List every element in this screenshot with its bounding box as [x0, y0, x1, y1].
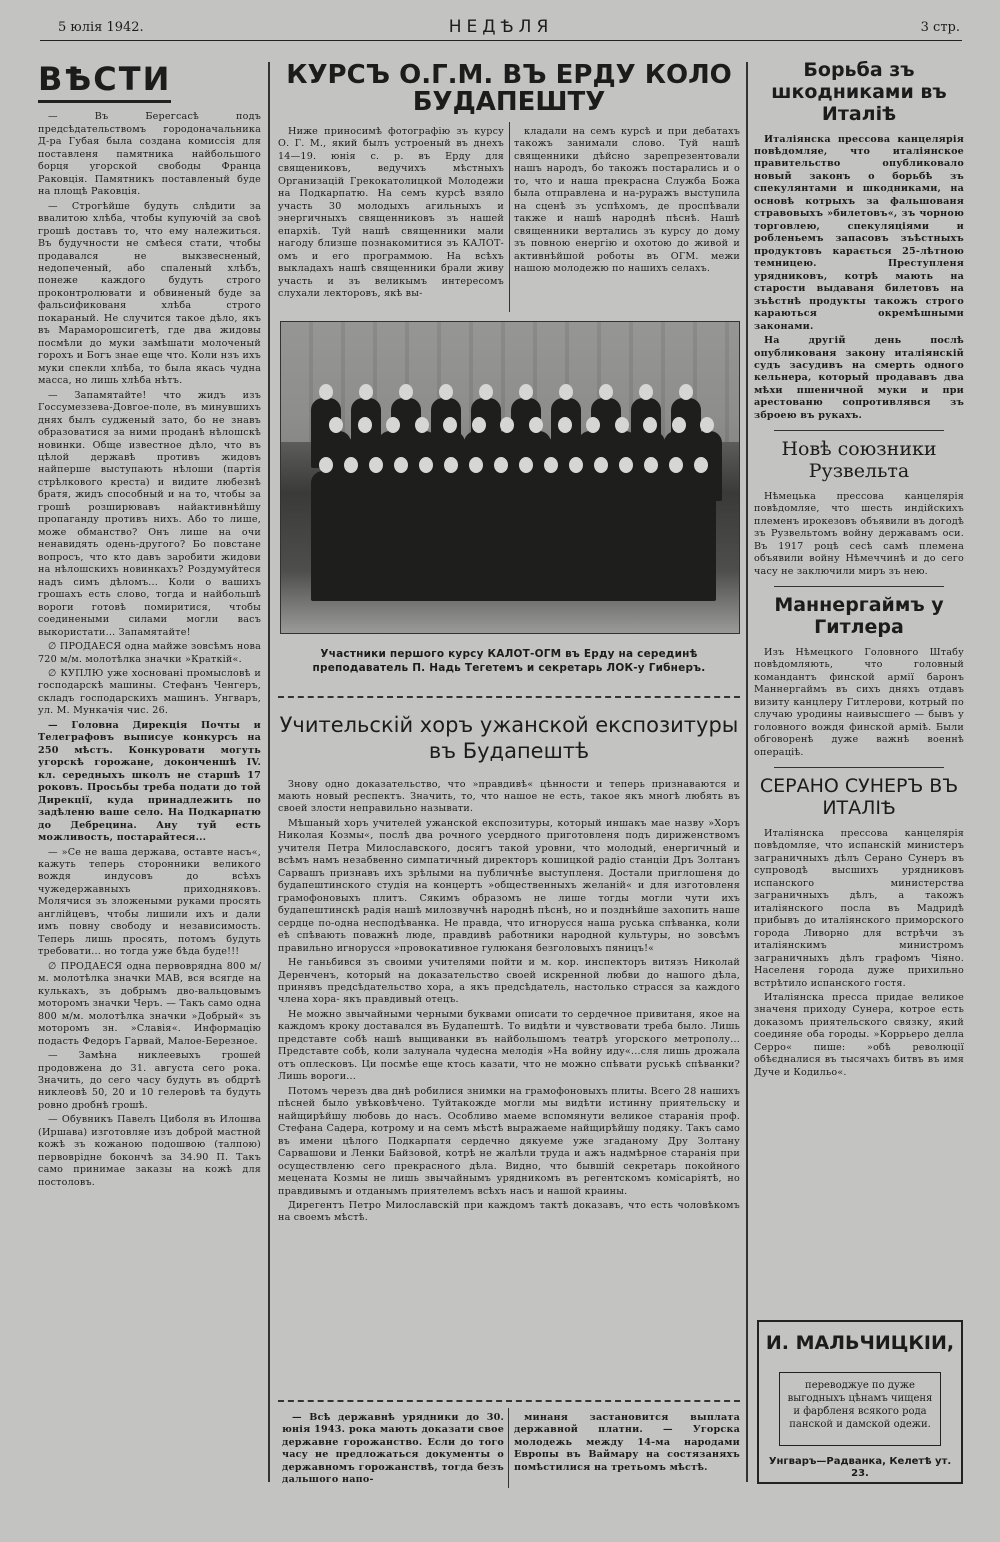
choir-paragraph: Мѣшаный хоръ учителей ужанской експозитуры, который иншакъ мае назву »Хоръ Николая Козмы«, послѣ два рочного усердного приготовленя подъ дириженствомъ учителя Петра Милославского, досягъ такой уровни, что молодый, енергичный и всѣмъ намъ незабвенно симпатичный директоръ кошицкой радіо станціи Дръ Золтанъ Сарвашъ признавъ ихъ зрѣлыми на публичнѣе выступленя. Достали приглошеня до будапештинского студія на концертъ »общественныхъ желаній« и для изготовленя грамофоновыхъ плитъ. Сякимъ образомъ не лише тогды могли чути ихъ будапештинскѣ радія нашѣ милозвучнѣ народнѣ пѣснѣ, но и позднѣйше захопить наше сердце по-одна несподѣванка. Не правда, что игнорусся наша руська спѣванка, коли еѣ спѣвають поважнѣ люде, правдивѣ работники народной культуры, но зовсѣмъ правильно игнорусся »провокативное гулюканя безголовыхъ пяницъ!«: [278, 817, 740, 954]
choir-paragraph: Не можно звычайными черными буквами описати то сердечное привитаня, якое на каждомъ кроку доставался въ Будапештѣ. То видѣти и чувствовати треба было. Лишь представте собѣ нашѣ выщиванки въ найбольшомъ театрѣ угорского метрополу... Представте собѣ, коли залунала чудесна мелодія »На войну иду«...сля лишь дрожала отъ оплесковъ. Ци посмѣе еще ктось казати, что не можно спѣвати руськѣ спѣванки? Лишь вороги...: [278, 1008, 740, 1083]
dashed-divider-bottom: [278, 1400, 740, 1402]
choir-paragraph: Дирегентъ Петро Милославскій при каждомъ тактѣ доказавъ, что есть чоловѣкомъ на своемъ мѣстѣ.: [278, 1199, 740, 1224]
article-title-allies: Новѣ союзники Рузвельта: [781, 438, 937, 483]
article-title-suner: СЕРАНО СУНЕРЪ ВЪ ИТАЛІѢ: [759, 775, 959, 820]
news-item: — Головна Дирекція Почты и Телеграфовъ выписуе конкурсъ на 250 мѣстъ. Конкуровати могуть угорскѣ горожане, доконченшѣ IV. кл. середныхъ школъ не старшѣ 17 роковъ. Просьбы треба подати до той Дирекції, куда принадлежить по задѣленю ваше село. На Подкарпатю до Дебрецина. Ану туй есть можливость, постарайтеся...: [38, 719, 261, 844]
choir-article: [278, 712, 740, 1392]
advertisement-inner: [779, 1372, 941, 1446]
advertiser-name: И. МАЛЬЧИЦКІИ,: [765, 1332, 955, 1354]
classified-ad: ∅ ПРОДАЕСЯ одна первоврядна 800 м/м. молотѣлка значки МАВ, вся всягде на кулькахъ, зъ добрымъ дво-вальцовымъ моторомъ значки Черъ. — Такъ само одна 800 м/м. молотѣлка значки »Добрый« зъ моторомъ зн. »Славія«. Информацію подасть Федоръ Гарвай, Малое-Березное.: [38, 960, 261, 1047]
issue-date: 5 юлія 1942.: [58, 20, 144, 35]
bottom-note-right: минаня застановится выплата державной платни. — Угорска молодежь между 14-ма народами Европы въ Ваймару на состязаняхъ помѣстилися на третьомъ мѣстѣ.: [514, 1412, 740, 1473]
photo-caption: Участники першого курсу КАЛОТ-ОГМ въ Ерду на серединѣ преподаватель П. Надь Тегетемъ и секретарь ЛОК-у Гибнеръ.: [312, 648, 706, 674]
choir-paragraph: Знову одно доказательство, что »правдивѣ« цѣнности и теперь признаваются и мають новый респектъ. Значить, то, что нашое не есть, такое якъ многѣ любять въ своей злости неправильно называти.: [278, 778, 740, 815]
advertiser-address: Унгваръ—Радванка, Келетѣ ут. 23.: [768, 1456, 952, 1480]
photo-caption-box: [278, 648, 740, 688]
page-number: 3 стр.: [920, 20, 960, 35]
classified-ad: ∅ ПРОДАЕСЯ одна майже зовсѣмъ нова 720 м/м. молотѣлка значки »Краткій«.: [38, 641, 261, 665]
classified-ad: ∅ КУПЛЮ уже хосновані промысловѣ и господарскѣ машины. Стефанъ Ченгеръ, складъ господарскихъ машинъ. Унгваръ, ул. М. Мункачія чис. 26.: [38, 667, 261, 717]
column-rule-left: [268, 62, 270, 1482]
advertisement-box: [757, 1320, 963, 1484]
course-article: [278, 60, 740, 320]
news-item: — Запамятайте! что жидъ изъ Госсумеззева-Довгое-поле, въ минувшихъ днях былъ судженый зато, бо не знавъ образоватися за ними проданѣ нѣлошскѣ новинки. Обще известное дѣло, что въ цѣлой державѣ противъ жидовъ найперше выступають нѣлоши (партія стрѣлкового креста) и видите любезнѣ братя, жидъ способный и на то, чтобы за грошѣ розширювавъ найактивнѣйшу пропаганду противъ нихъ. Або то лише, може обманство? Онъ лише на очи ненавидять одень-другого? Бо повстане вопросъ, что кто давъ заробити жидови на нѣлошскихъ новинкахъ? Роздумуйтеся надъ симъ дѣломъ... Коли о вашихъ грошахъ есть слово, тогда и найбольшѣ вороги готовѣ помиритися, чтобы соединеными силами могли васъ выкористати... Запамятайте!: [38, 389, 261, 638]
choir-paragraph: Потомъ черезъ два днѣ робилися знимки на грамофоновыхъ плиты. Всего 28 нашихъ пѣсней было увѣковѣчено. Туйтакожде могли мы видѣти истинну приятельску и найщирѣйшу любовь до насъ. Особливо маеме вспомянути великое старанія проф. Стефана Садера, котрому и на семъ мѣстѣ выражаеме найщирѣйшу подяку. Такъ само въ имени цѣлого Подкарпатя сердечно дякуеме уже згаданому Дру Золтану Сарвашови и Ленки Байзовой, котрѣ не жалѣли труда и ажъ надмѣрное старанія при осуществленю сего прекрасного дѣла. Видно, что бывшій секретарь покойного мецената Козмы не лишь звычайнымъ урядникомъ въ регентскомъ комісаріятѣ, но правдивымъ и отданымъ приятелемъ всѣхъ насъ и нашой краины.: [278, 1085, 740, 1197]
choir-paragraph: Не ганьбився зъ своими учителями пойти и м. кор. инспекторъ витязъ Николай Деренченъ, который на доказательство своей искренной любви до нашого дѣла, принявъ предсѣдательство хора, а якъ предсѣдатель, настолько страсся за каждого члена хора- якъ правдивый отецъ.: [278, 957, 740, 1006]
right-column: Борьба зъ шкодниками въ Италіѣ Италіянска прессова канцелярія повѣдомляе, что италіянское правительство опубликовало новый законъ о борьбѣ зъ спекулянтами и шкодниками, на основѣ котрыхъ за фальшованя стравовыхъ »билетовъ«, зъ чорною торговлею, спекуляціями и робленьемъ запасовъ зъѣстныхъ продуктовъ карається 25-лѣтною темницею. Преступленя урядниковъ, котрѣ мають на старости выдаваня билетовъ на зъѣстнѣ продукты такожъ строго караються окремѣшными законами. На другій день послѣ опубликованя закону италіянскій судъ засудивъ на смерть одного кельнера, который продававъ два мѣхи пшеничной муки и при арестованю сопротивлявся зъ зброею въ рукахъ. Новѣ союзники Рузвельта Нѣмецька прессова канцелярія повѣдомляе, что шесть индійскихъ племенъ ирокезовъ объявили въ догодѣ зъ Рузвельтомъ войну державамъ оси. Въ 1917 роцѣ сесѣ самѣ племена объявили войну Нѣмеччинѣ и до сего часу не заключили миръ зъ нею. Маннергаймъ у Гитлера Изъ Нѣмецкого Головного Штабу повѣдомляють, что головный командантъ финской армії баронъ Маннергаймъ въ сихъ дняхъ отдавъ визиту канцлеру Гитлерови, котрый по случаю уродины наивысшего — бывъ у головного вождя финской арміѣ. Были обговоренѣ дуже важнѣ военнѣ операціѣ. СЕРАНО СУНЕРЪ ВЪ ИТАЛІѢ Италіянска прессова канцелярія повѣдомляе, что испанскій министеръ заграничныхъ дѣлъ Серано Сунеръ въ супроводѣ высшихъ урядниковъ испанского министерства заграничныхъ дѣлъ, а такожъ италіянского посла въ Мадридѣ прибывъ до италіянского приморского города Ливорно для встрѣчи зъ италіянскимъ министромъ заграничныхъ дѣлъ графомъ Чіяно. Населеня города дуже прихильно встрѣтило испанского гостя. Италіянска пресса придае великое значеня приходу Сунера, котрое есть доказомъ приятельского связку, який соединяе оба городы. »Коррьеро делла Серро« пише: »обѣ революції обѣєдналися въ тысячахъ битвъ въ имя Дуче и Кодильо«.: [754, 60, 964, 1078]
bottom-rule: [508, 1408, 509, 1488]
choir-headline: Учительскій хоръ ужанской експозитуры въ Будапештѣ: [279, 713, 739, 764]
page-header: [40, 16, 962, 41]
advertisement-body: переводжуе по дуже выгодныхъ цѣнамъ чищеня и фарбленя всякого рода панской и дамской одежи.: [787, 1380, 933, 1430]
article-title-mannerheim: Маннергаймъ у Гитлера: [774, 594, 944, 639]
news-item: — Замѣна никлеевыхъ грошей продовжена до 31. августа сего рока. Значить, до сего часу будуть въ обдртѣ никлеовѣ 50, 20 и 10 гелеровѣ та будуть ровно дробнѣ грошѣ.: [38, 1050, 261, 1111]
vesti-column: [38, 60, 261, 1490]
news-item: — Строгѣйше будуть слѣдити за ввалитою хлѣба, чтобы купуючій за своѣ грошѣ доставъ то, что ему належиться. Въ будучности не смѣеся стати, чтобы продавался не выкзвесненый, недопеченый, або спаленый хлѣбъ, понеже каждого будуть строго проконтролювати и обвиненый буде за фальсификованя хлѣба строго покараный. Не случится такое дѣло, якъ въ Мараморошсигетѣ, где два жидовы посмѣли до муки замѣшати молоченый горохъ и Богъ знае еще что. Коли нзъ ихъ муки спекли хлѣба, то была якась чудна масса, но лишь хлѣба нѣтъ.: [38, 200, 261, 387]
inner-rule: [509, 122, 510, 312]
vesti-heading: ВѢСТИ: [38, 60, 171, 103]
article-title-speculators: Борьба зъ шкодниками въ Италіѣ: [771, 60, 947, 125]
column-rule-right: [746, 62, 748, 1482]
news-item: — »Се не ваша держава, оставте насъ«, кажуть теперь сторонники великого вождя индусовъ до всѣхъ чужедержавныхъ приходнякoвъ. Молячися зъ зложеными руками просять англійцевъ, чтобы лишили ихъ и дали имъ повну свободу и независимость. Теперь лишь просять, потомъ будуть требовати... но тогда уже бѣда буде!!!: [38, 846, 261, 958]
group-photo: [280, 321, 740, 634]
masthead: НЕДѢЛЯ: [448, 17, 554, 37]
dashed-divider: [278, 696, 740, 698]
course-text-right: кладали на семъ курсѣ и при дебатахъ такожъ занимали слово. Туй нашѣ священники дѣйсно зарепрезентовали нашъ народъ, бо такожъ постарались и о то, что и наша прекрасна Служба Божа была отправлена и на-руражъ выступила на сценѣ зъ успѣхомъ, де проспѣвали также и нашѣ народнѣ пѣснѣ. Нашѣ священники вертались зъ курсу до дому зъ повною енергію и охотою до живой и активнѣйшой роботы въ ОГМ. межи нашою молодежю по нашихъ селахъ.: [514, 126, 740, 275]
news-item: — Въ Берегсасѣ подъ предсѣдательствомъ городоначальника Д-ра Губая была создана комиссія для поставленя памятника найбольшого борця угорской свободы Франца Раковція. Памятникъ поставленый буде на площѣ Раковція.: [38, 111, 261, 198]
course-text-left: Ниже приносимѣ фотографію зъ курсу О. Г. М., який былъ устроеный въ днехъ 14—19. юнія с. р. въ Ерду для священиковъ, ведучихъ мѣстныхъ Организацій Грекокатолицкой Молодежи на Подкарпатю. На семъ курсѣ взяло участь 30 молодыхъ агильныхъ и энергичныхъ священниковъ зъ нашей епархіѣ. Туй нашѣ священники мали нагоду близше познакомитися зъ КАЛОТ-омъ и его программою. На всѣхъ выкладахъ нашѣ священники брали живу участь и зъ великымъ интересомъ слухали лекторовъ, якѣ вы-: [278, 126, 504, 300]
news-item: — Обувникъ Павелъ Циболя въ Илошва (Иршава) изготовляе изъ доброй мастной кожѣ зъ кожаною подошвою (талпою) первоврідне бокончѣ за 34.90 П. Такъ само принимае заказы на кожѣ для постоловъ.: [38, 1114, 261, 1188]
course-headline: КУРСЪ О.Г.М. ВЪ ЕРДУ КОЛО БУДАПЕШТУ: [286, 60, 732, 118]
bottom-note-left: — Всѣ державнѣ урядники до 30. юнія 1943. рока мають доказати свое державне горожанство. Если до того часу не предложаться документы о державномъ горожанствѣ, тогда безъ дальшого напо-: [282, 1412, 504, 1486]
